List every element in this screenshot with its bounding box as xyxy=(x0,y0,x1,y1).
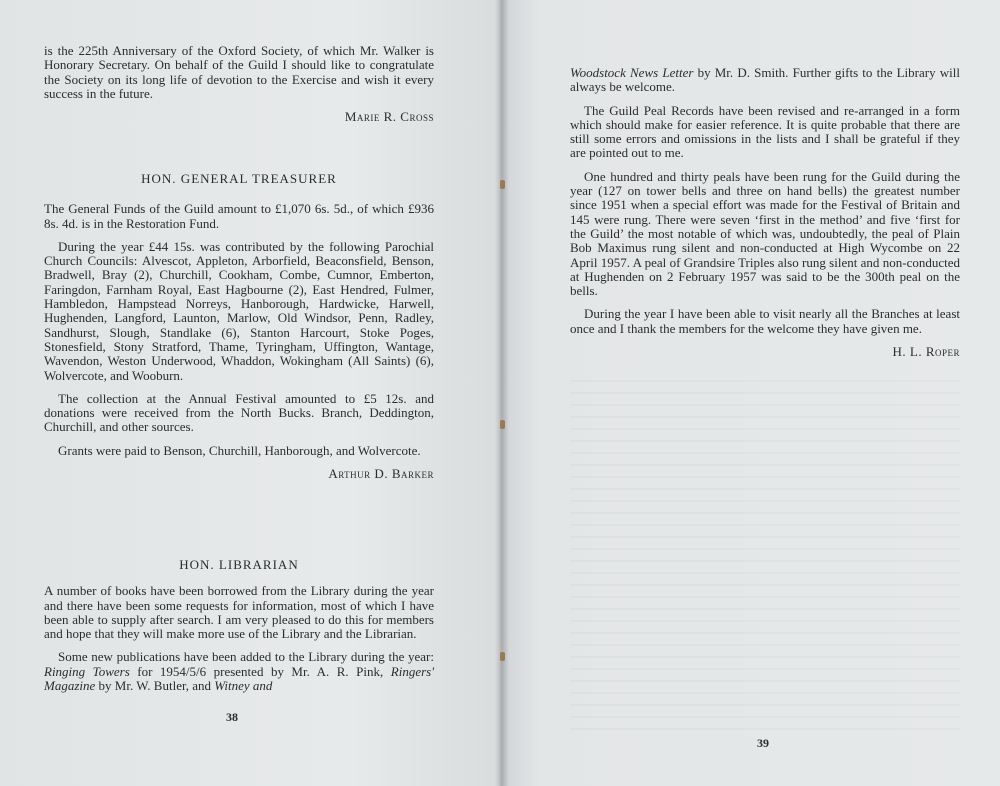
publication-title-ringing-towers: Ringing Towers xyxy=(44,663,130,679)
show-through-texture xyxy=(570,380,960,730)
visits-paragraph: During the year I have been able to visit nearly all the Branches at least once and I thank the members for the welcome they have given me. xyxy=(570,306,960,336)
publications-text-c: by Mr. W. Butler, and xyxy=(95,678,215,694)
continuation-text: by Mr. D. Smith. Further gifts to the Library will always be welcome. xyxy=(570,65,960,95)
grants-paragraph: Grants were paid to Benson, Churchill, Hanborough, and Wolvercote. xyxy=(58,442,421,458)
oxford-section xyxy=(44,44,434,124)
publication-title-witney: Witney and xyxy=(214,678,273,694)
books-paragraph: A number of books have been borrowed from the Library during the year and there have been some requests for information, most of which I have been able to supply after search. I am very pleased to do this for members and hope that they will make more use of the Library and the Librarian. xyxy=(44,583,434,642)
signature-roper: H. L. Roper xyxy=(892,344,960,360)
librarian-section xyxy=(44,558,434,702)
staple-bottom xyxy=(500,652,505,661)
publications-text-b: for 1954/5/6 presented by Mr. A. R. Pink, xyxy=(129,663,391,679)
publication-title-ringers-magazine: Ringers' Magazine xyxy=(44,663,435,694)
librarian-heading: HON. LIBRARIAN xyxy=(179,557,299,572)
continuation-paragraph xyxy=(570,66,960,95)
page-number-left: 38 xyxy=(226,710,238,724)
collection-paragraph: The collection at the Annual Festival amounted to £5 12s. and donations were received from the North Bucks. Branch, Deddington, Churchill, and other sources. xyxy=(44,390,434,435)
publications-text-a: Some new publications have been added to the Library during the year: xyxy=(58,649,434,665)
staple-top xyxy=(500,180,505,189)
publication-title-woodstock: Woodstock News Letter xyxy=(570,65,694,80)
peals-paragraph: One hundred and thirty peals have been rung for the Guild during the year (127 on tower bells and three on hand bells) the greatest number since 1951 when a special effort was made for the Festival of Britain and 145 were rung. There were seven ‘first in the method’ and five ‘first for the Guild’ the most notable of which was, undoubtedly, the peal of Plain Bob Maximus rung silent and non-conducted at High Wycombe on 22 April 1957. A peal of Grandsire Triples also rung silent and non-conducted at Hughenden on 2 February 1957 was said to be the 300th peal on the bells. xyxy=(570,168,960,299)
signature-cross: Marie R. Cross xyxy=(344,109,434,125)
funds-paragraph: The General Funds of the Guild amount to £1,070 6s. 5d., of which £936 8s. 4d. is in the Restoration Fund. xyxy=(44,201,434,231)
records-paragraph: The Guild Peal Records have been revised and re-arranged in a form which should make for easier reference. It is quite probable that there are still some errors and omissions in the lists and I shall be grateful if they are pointed out to me. xyxy=(570,102,960,161)
page-number-right: 39 xyxy=(757,736,769,750)
treasurer-heading: HON. GENERAL TREASURER xyxy=(141,171,337,186)
treasurer-section xyxy=(44,172,434,481)
book-gutter xyxy=(495,0,509,786)
publications-paragraph xyxy=(44,650,434,693)
right-page-text xyxy=(570,66,960,359)
councils-paragraph: During the year £44 15s. was contributed by the following Parochial Church Councils: Alvescot, Appleton, Arborfield, Beaconsfield, Benson, Bradwell, Bray (2), Churchill, Cookham, Combe, Cumnor, Emberton, Faringdon, Farnham Royal, East Hagbourne (2), East Hendred, Fulmer, Hambledon, Hampstead Norreys, Hanborough, Hardwicke, Harwell, Hughenden, Langford, Launton, Marlow, Old Windsor, Penn, Radley, Sandhurst, Slough, Standlake (6), Stanton Harcourt, Stoke Poges, Stonesfield, Stony Stratford, Thame, Tyringham, Uffington, Wantage, Wavendon, Weston Underwood, Whaddon, Wokingham (All Saints) (6), Wolvercote, and Wooburn. xyxy=(44,238,434,383)
oxford-paragraph: is the 225th Anniversary of the Oxford Society, of which Mr. Walker is Honorary Secretary. On behalf of the Guild I should like to congratulate the Society on its long life of devotion to the Exercise and wish it every success in the future. xyxy=(44,43,434,101)
staple-middle xyxy=(500,420,505,429)
signature-barker: Arthur D. Barker xyxy=(328,466,434,482)
